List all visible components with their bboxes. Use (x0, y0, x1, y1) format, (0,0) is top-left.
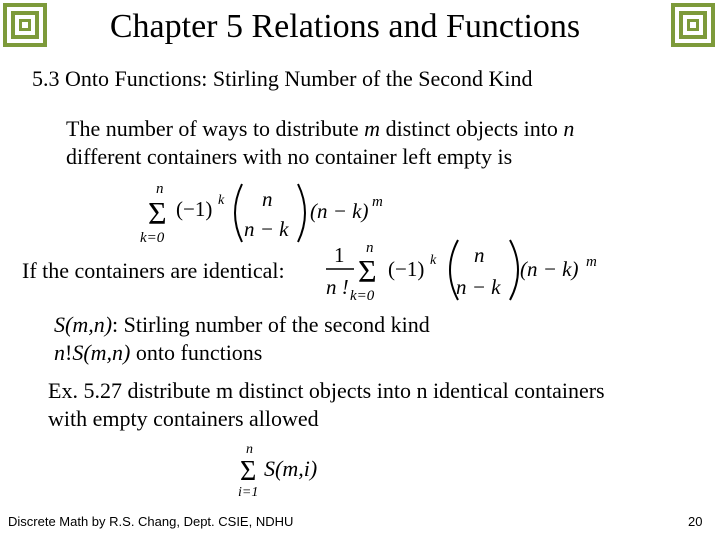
sum2-exp: m (586, 254, 597, 270)
sum2-frac-num: 1 (334, 243, 345, 267)
sum1-upper: n (156, 181, 164, 197)
sum1-sign: (−1) (176, 197, 213, 221)
footer-credit: Discrete Math by R.S. Chang, Dept. CSIE, NDHU (8, 514, 294, 529)
sum1-binom-top: n (262, 187, 273, 211)
example-line-2: with empty containers allowed (48, 406, 319, 431)
sum2-lower: k=0 (350, 288, 375, 304)
sum1-binom-bottom: n − k (244, 217, 289, 241)
stirling-definition: S(m,n): Stirling number of the second kind (54, 312, 430, 337)
formula-stirling-sum (236, 440, 346, 500)
sum3-body: S(m,i) (264, 456, 318, 481)
sum1-base: (n − k) (310, 199, 369, 223)
slide-title: Chapter 5 Relations and Functions (109, 8, 581, 45)
sum2-base: (n − k) (520, 257, 579, 281)
section-subtitle: 5.3 Onto Functions: Stirling Number of the Second Kind (32, 66, 533, 91)
intro-line-1: The number of ways to distribute m distinct objects into n (66, 116, 575, 141)
sum1-sigma: Σ (148, 195, 167, 231)
intro-line-2: different containers with no container left empty is (66, 144, 513, 169)
sum1-lower: k=0 (140, 230, 165, 246)
sum2-binom-bottom: n − k (456, 275, 501, 299)
sum3-sigma: Σ (240, 456, 257, 487)
sum1-binom-right-paren (298, 184, 305, 242)
sum2-binom-right-paren (510, 240, 518, 300)
formula-identical-containers (324, 236, 614, 304)
sum1-binom-left-paren (235, 184, 242, 242)
sum3-upper: n (246, 442, 253, 457)
sum1-exp: m (372, 194, 383, 210)
page-number: 20 (688, 514, 703, 529)
sum2-sigma: Σ (358, 253, 377, 289)
sum2-binom-top: n (474, 243, 485, 267)
sum3-lower: i=1 (238, 485, 259, 500)
identical-label: If the containers are identical: (22, 258, 285, 283)
sum2-frac-den: n ! (326, 275, 349, 299)
onto-functions-line: n!S(m,n) onto functions (54, 340, 263, 365)
sum2-sign: (−1) (388, 257, 425, 281)
sum2-sign-exp: k (430, 253, 437, 268)
sum1-sign-exp: k (218, 193, 225, 208)
example-line-1: Ex. 5.27 distribute m distinct objects into n identical containers (48, 378, 605, 403)
sum2-upper: n (366, 240, 374, 256)
